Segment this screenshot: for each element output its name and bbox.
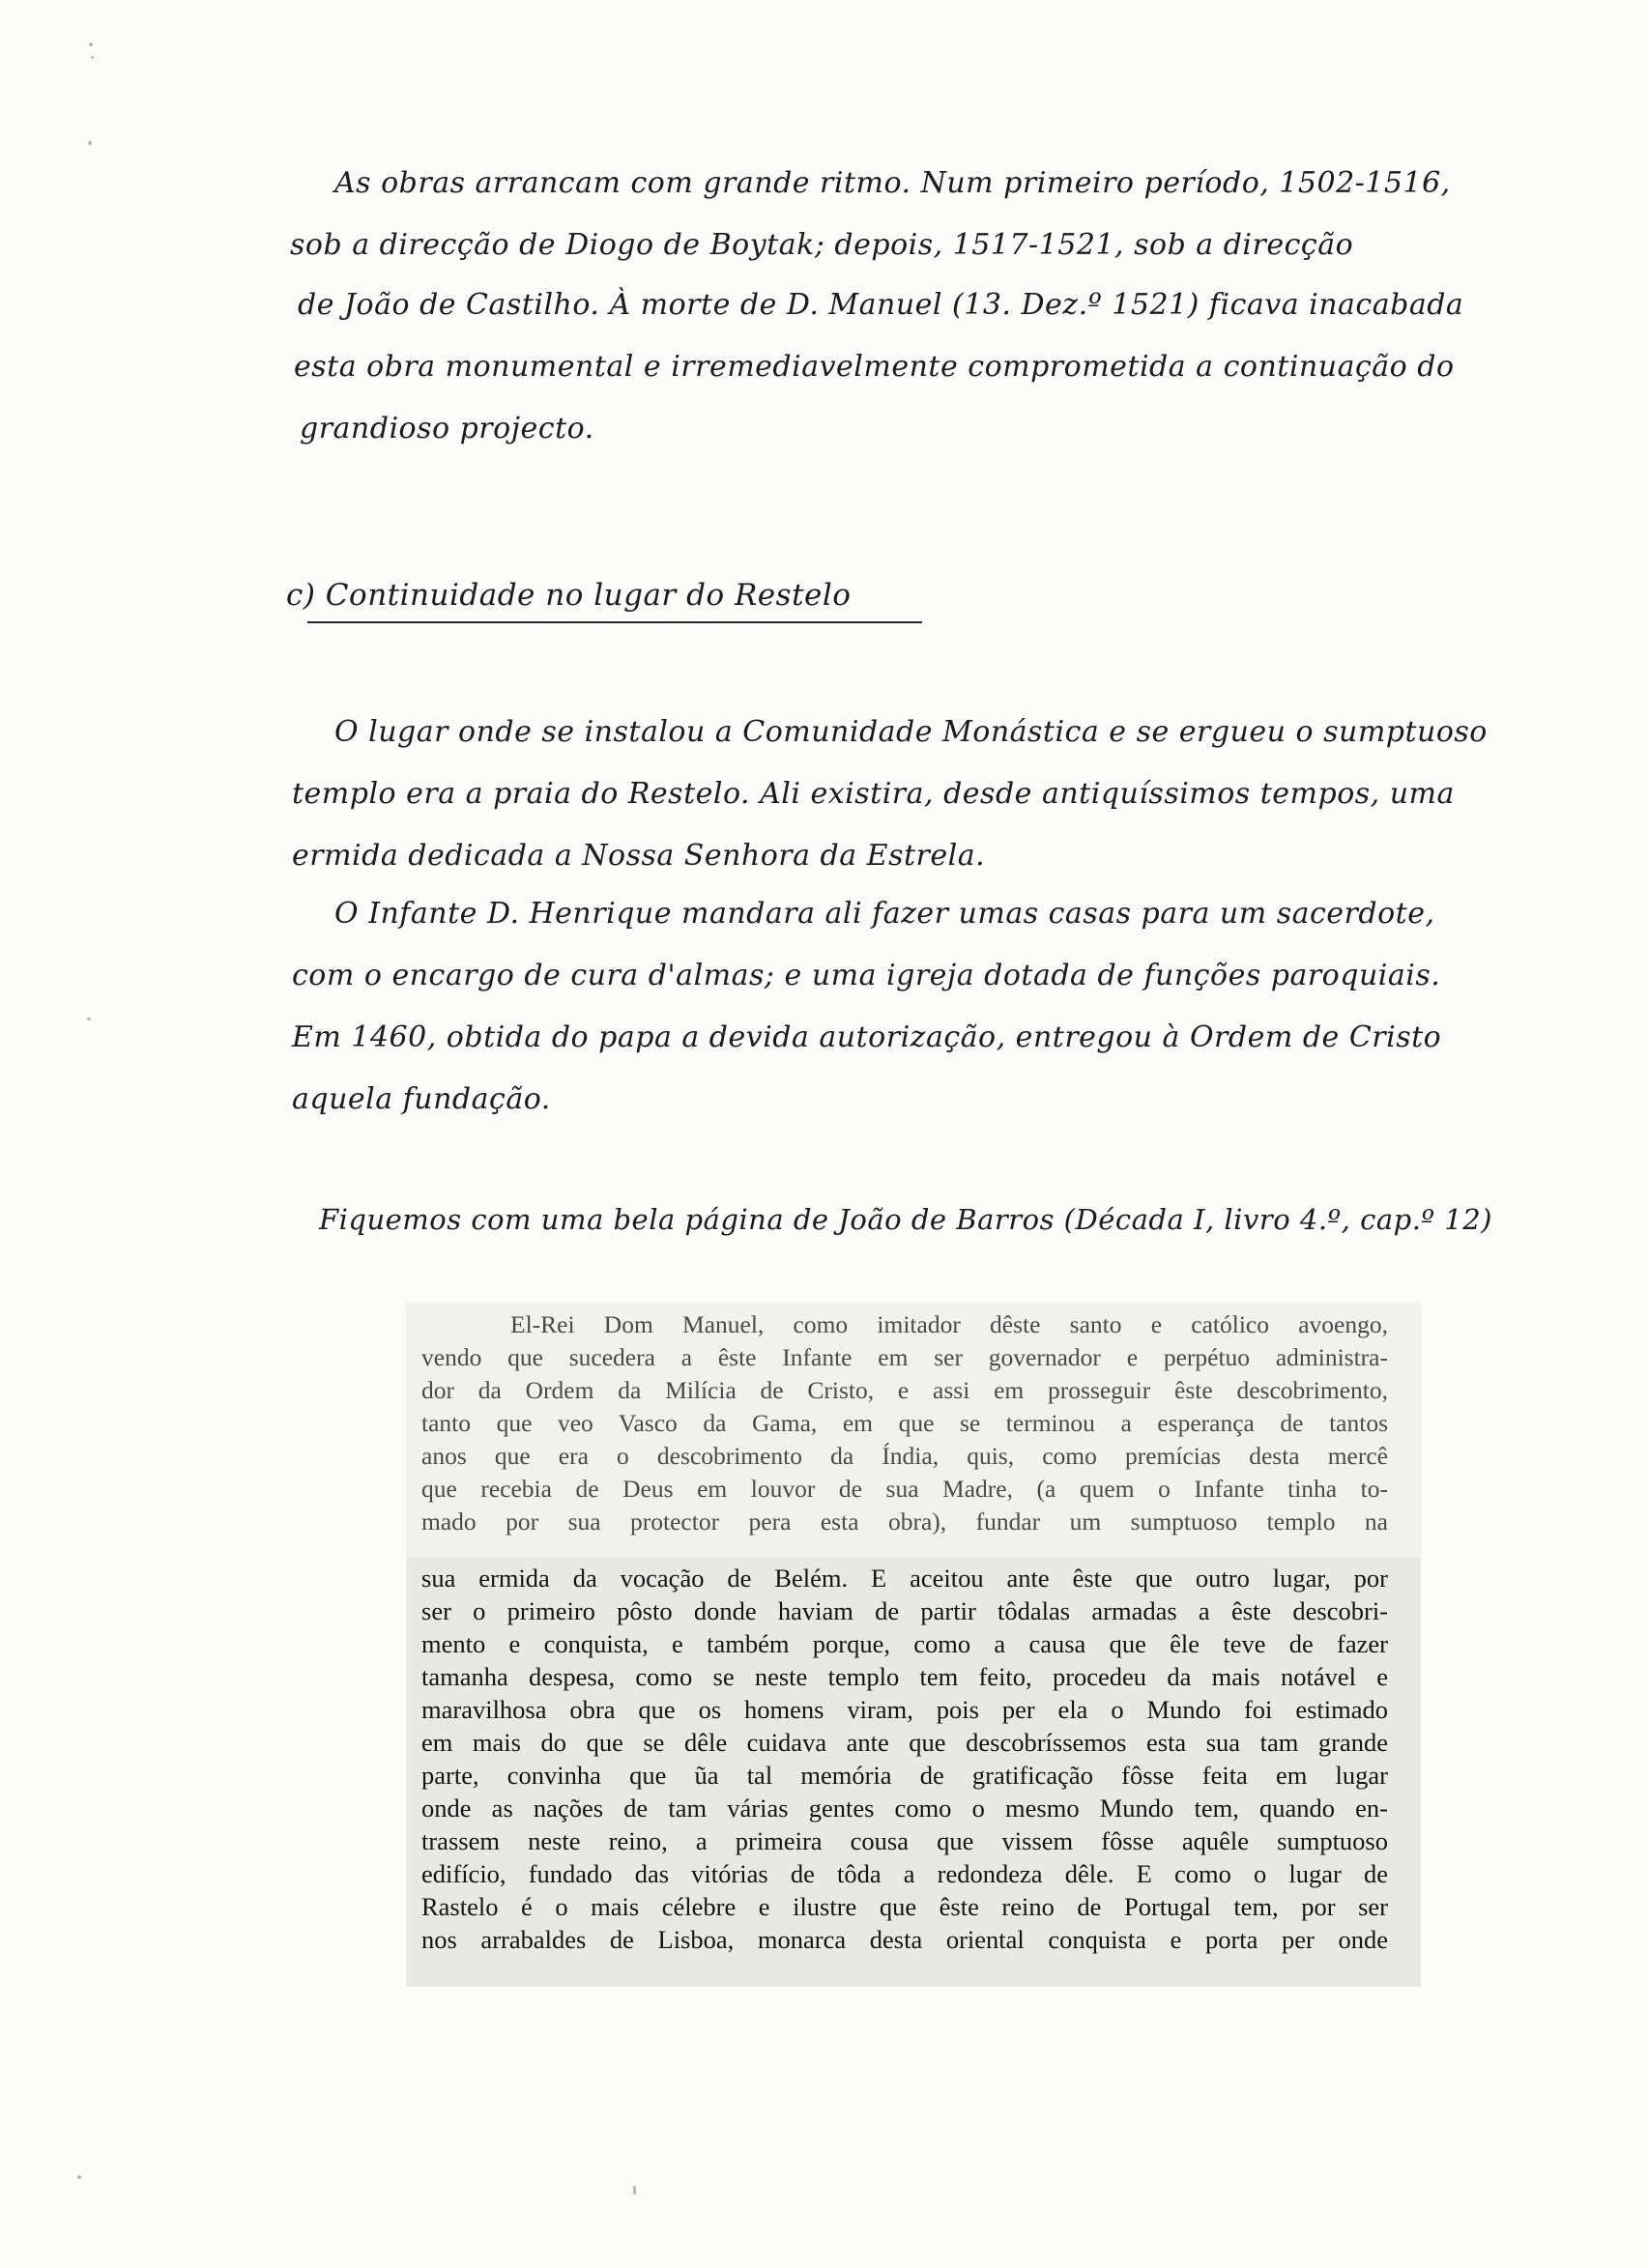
quote-line: mado por sua protector pera esta obra), fundar um sumptuoso templo na [421,1507,1388,1536]
quote-line: El-Rei Dom Manuel, como imitador dêste santo e católico avoengo, [510,1310,1388,1338]
manuscript-line: de João de Castilho. À morte de D. Manuel (13. Dez.º 1521) ficava inacabada [298,288,1464,322]
manuscript-line: Fiquemos com uma bela página de João de Barros (Década I, livro 4.º, cap.º 12) [319,1203,1492,1236]
manuscript-line: Em 1460, obtida do papa a devida autorização, entregou à Ordem de Cristo [292,1020,1442,1054]
page-speck [89,43,93,46]
heading-underline [307,621,922,623]
page-speck [633,2186,636,2195]
manuscript-line: ermida dedicada a Nossa Senhora da Estrela. [292,839,986,873]
quote-line: mento e conquista, e também porque, como a causa que êle teve de fazer [421,1629,1388,1658]
quote-line: anos que era o descobrimento da Índia, quis, como premícias desta mercê [421,1442,1388,1470]
manuscript-line: O Infante D. Henrique mandara ali fazer umas casas para um sacerdote, [334,897,1435,931]
quote-line: vendo que sucedera a êste Infante em ser governador e perpétuo administra- [421,1343,1388,1371]
page-speck [77,2175,81,2179]
manuscript-line: esta obra monumental e irremediavelmente comprometida a continuação do [294,350,1455,384]
page-speck [88,141,92,145]
section-heading: c) Continuidade no lugar do Restelo [286,578,852,613]
quote-line: onde as nações de tam várias gentes como o mesmo Mundo tem, quando en- [421,1794,1388,1823]
manuscript-line: grandioso projecto. [300,412,594,445]
quote-line: dor da Ordem da Milícia de Cristo, e assi em prosseguir êste descobrimento, [421,1376,1388,1404]
quote-line: tanto que veo Vasco da Gama, em que se terminou a esperança de tantos [421,1409,1388,1437]
manuscript-line: aquela fundação. [292,1082,551,1116]
manuscript-line: com o encargo de cura d'almas; e uma igreja dotada de funções paroquiais. [292,959,1441,992]
quote-line: Rastelo é o mais célebre e ilustre que êste reino de Portugal tem, por ser [421,1892,1388,1921]
quote-line: nos arrabaldes de Lisboa, monarca desta oriental conquista e porta per onde [421,1925,1388,1954]
quote-line: em mais do que se dêle cuidava ante que descobríssemos esta sua tam grande [421,1728,1388,1757]
quote-line: edifício, fundado das vitórias de tôda a redondeza dêle. E como o lugar de [421,1859,1388,1888]
quote-line: que recebia de Deus em louvor de sua Madre, (a quem o Infante tinha to- [421,1475,1388,1503]
quote-line: tamanha despesa, como se neste templo tem feito, procedeu da mais notável e [421,1662,1388,1691]
quote-line: ser o primeiro pôsto donde haviam de partir tôdalas armadas a êste descobri- [421,1596,1388,1625]
quote-line: trassem neste reino, a primeira cousa que vissem fôsse aquêle sumptuoso [421,1826,1388,1855]
manuscript-line: O lugar onde se instalou a Comunidade Monástica e se ergueu o sumptuoso [334,715,1488,749]
quote-line: maravilhosa obra que os homens viram, pois per ela o Mundo foi estimado [421,1695,1388,1724]
manuscript-line: As obras arrancam com grande ritmo. Num primeiro período, 1502-1516, [334,166,1451,200]
manuscript-line: templo era a praia do Restelo. Ali existira, desde antiquíssimos tempos, uma [292,777,1455,811]
manuscript-line: sob a direcção de Diogo de Boytak; depois, 1517-1521, sob a direcção [290,228,1354,262]
quote-line: parte, convinha que ũa tal memória de gratificação fôsse feita em lugar [421,1761,1388,1790]
page-speck [87,1018,91,1020]
quote-line: sua ermida da vocação de Belém. E aceitou ante êste que outro lugar, por [421,1564,1388,1593]
page-speck [91,56,94,59]
